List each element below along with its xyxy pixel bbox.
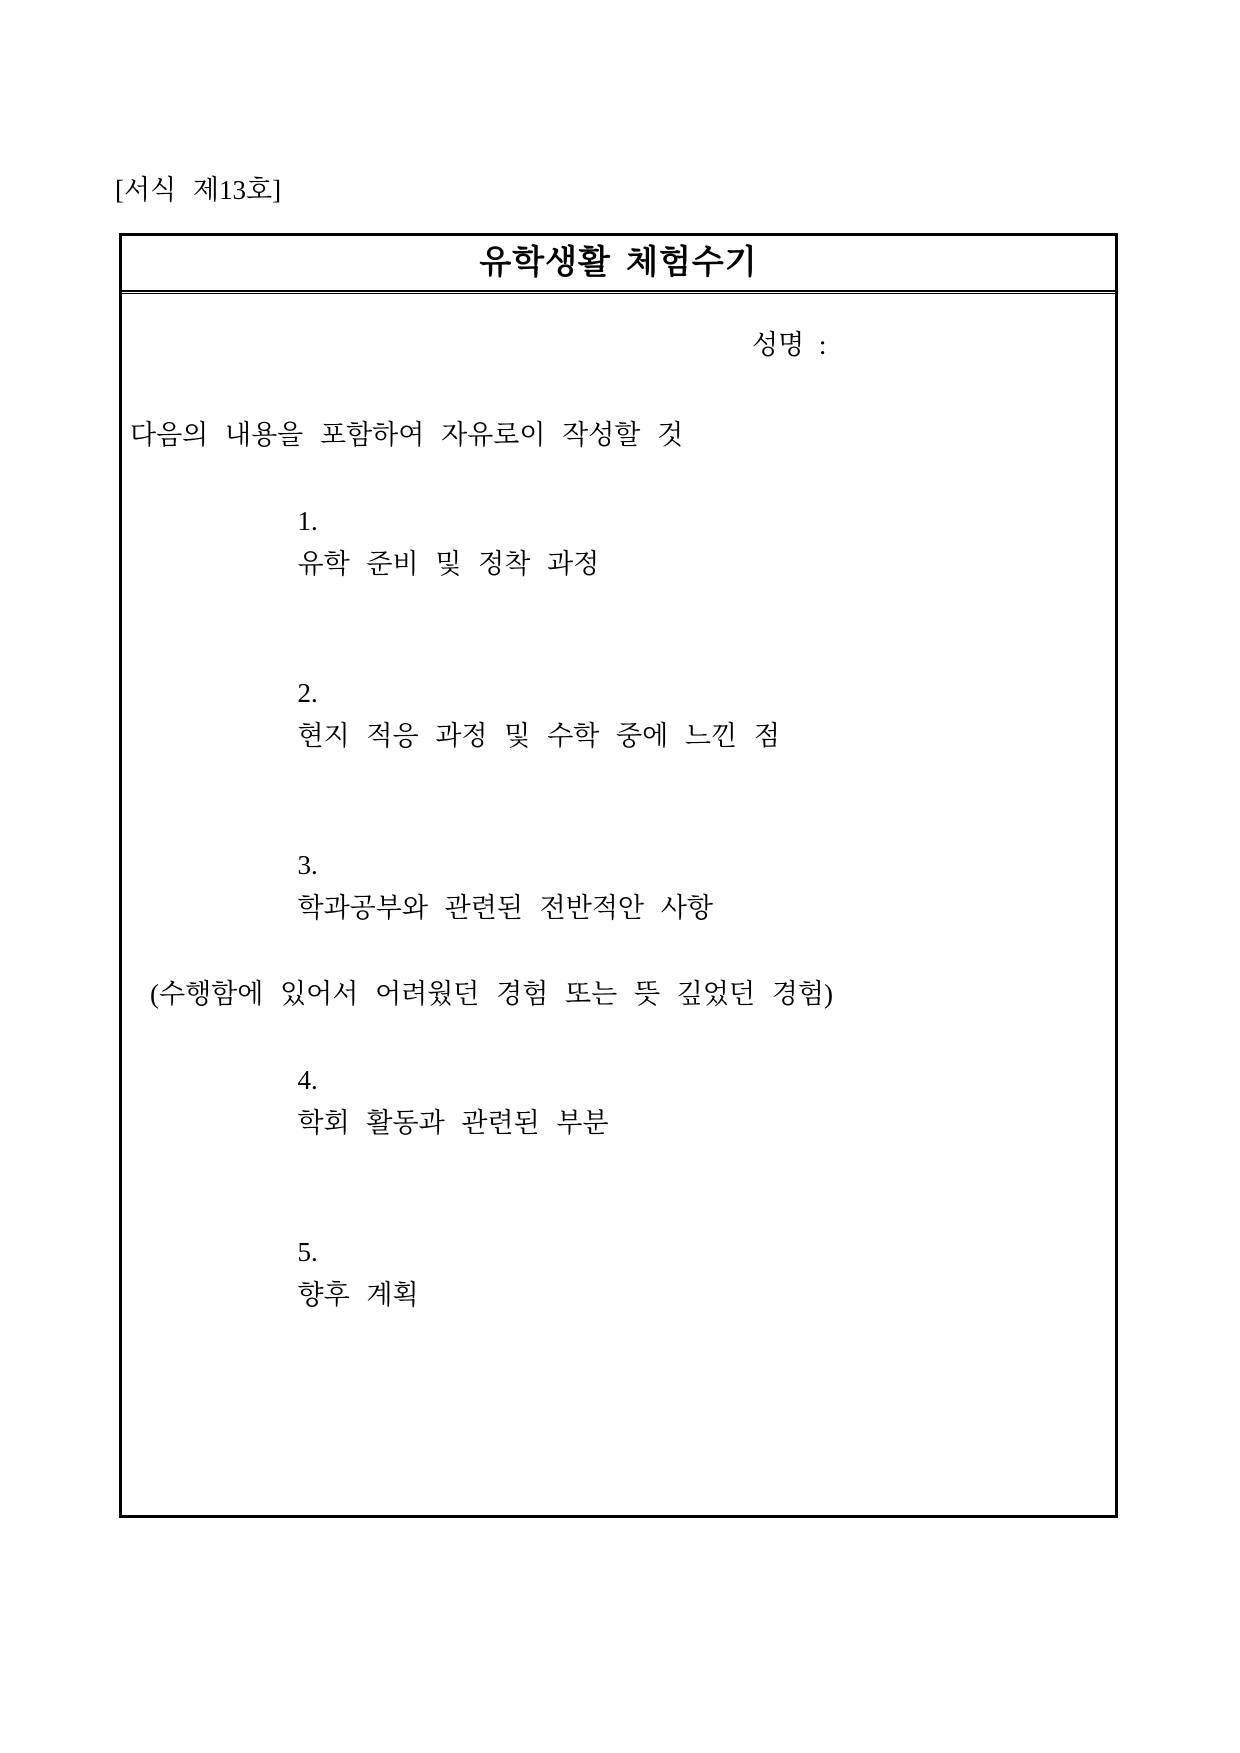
instructions-intro: 다음의 내용을 포함하여 자유로이 작성할 것 xyxy=(130,420,684,450)
name-label: 성명 : xyxy=(752,330,827,360)
name-field-row xyxy=(122,332,1115,359)
form-box xyxy=(119,233,1118,1518)
item-3-number: 3. xyxy=(297,850,318,880)
instructions-block xyxy=(122,414,1115,1360)
item-4-text: 학회 활동과 관련된 부분 xyxy=(297,1108,609,1138)
item-5-text: 향후 계획 xyxy=(297,1280,419,1310)
item-2-number: 2. xyxy=(297,678,318,708)
form-body xyxy=(122,332,1115,1360)
item-2-text: 현지 적응 과정 및 수학 중에 느낀 점 xyxy=(297,721,780,751)
list-item-1 xyxy=(130,457,1107,629)
form-number-label: [서식 제13호] xyxy=(115,175,282,205)
item-5-number: 5. xyxy=(297,1237,318,1267)
list-item-3-note: (수행함에 있어서 어려웠던 경험 또는 뜻 깊었던 경험) xyxy=(150,979,833,1009)
item-1-number: 1. xyxy=(297,506,318,536)
form-title: 유학생활 체험수기 xyxy=(479,244,758,281)
item-3-text: 학과공부와 관련된 전반적안 사항 xyxy=(297,893,713,923)
list-item-2 xyxy=(130,629,1107,801)
list-item-4 xyxy=(130,1016,1107,1188)
title-divider-rule xyxy=(122,292,1115,294)
form-title-section xyxy=(122,236,1115,292)
list-item-3 xyxy=(130,801,1107,973)
list-item-5 xyxy=(130,1188,1107,1360)
item-4-number: 4. xyxy=(297,1065,318,1095)
item-1-text: 유학 준비 및 정착 과정 xyxy=(297,549,600,579)
